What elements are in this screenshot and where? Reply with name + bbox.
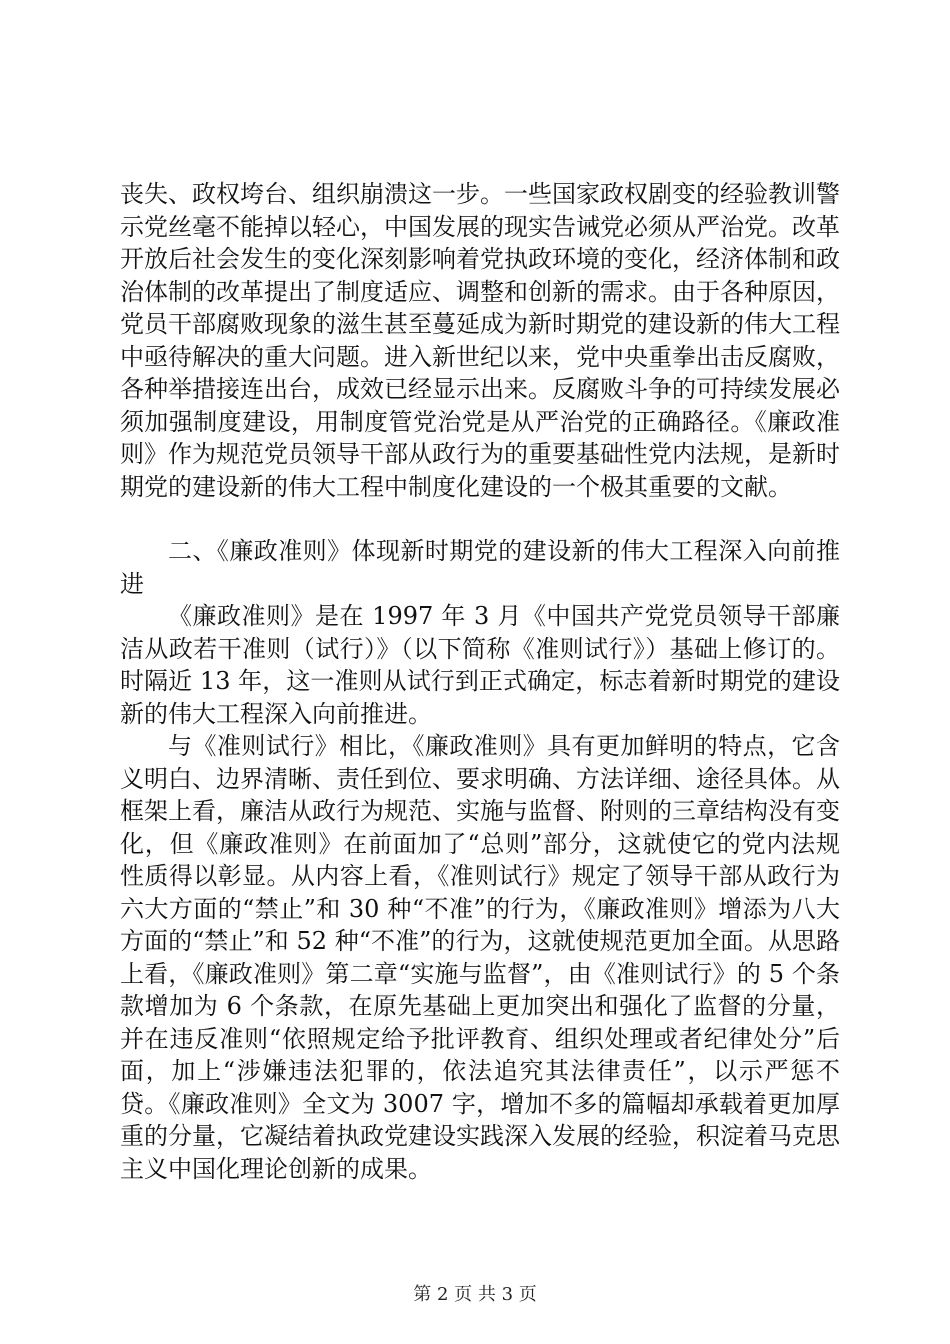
paragraph-continuation: 丧失、政权垮台、组织崩溃这一步。一些国家政权剧变的经验教训警示党丝毫不能掉以轻心，中国发展的现实告诫党必须从严治党。改革开放后社会发生的变化深刻影响着党执政环境的变化，经济体制和政治体制的改革提出了制度适应、调整和创新的需求。由于各种原因，党员干部腐败现象的滋生甚至蔓延成为新时期党的建设新的伟大工程中亟待解决的重大问题。进入新世纪以来，党中央重拳出击反腐败，各种举措接连出台，成效已经显示出来。反腐败斗争的可持续发展必须加强制度建设，用制度管党治党是从严治党的正确路径。《廉政准则》作为规范党员领导干部从政行为的重要基础性党内法规，是新时期党的建设新的伟大工程中制度化建设的一个极其重要的文献。	[120, 180, 840, 501]
document-body	[120, 178, 840, 1185]
section-heading: 二、《廉政准则》体现新时期党的建设新的伟大工程深入向前推进	[120, 537, 840, 598]
paragraph-gap	[120, 503, 840, 535]
paragraph-comparison: 与《准则试行》相比，《廉政准则》具有更加鲜明的特点，它含义明白、边界清晰、责任到位、要求明确、方法详细、途径具体。从框架上看，廉洁从政行为规范、实施与监督、附则的三章结构没有变化，但《廉政准则》在前面加了“总则”部分，这就使它的党内法规性质得以彰显。从内容上看，《准则试行》规定了领导干部从政行为六大方面的“禁止”和 30 种“不准”的行为，《廉政准则》增添为八大方面的“禁止”和 52 种“不准”的行为，这就使规范更加全面。从思路上看，《廉政准则》第二章“实施与监督”，由《准则试行》的 5 个条款增加为 6 个条款，在原先基础上更加突出和强化了监督的分量，并在违反准则“依照规定给予批评教育、组织处理或者纪律处分”后面，加上“涉嫌违法犯罪的，依法追究其法律责任”，以示严惩不贷。《廉政准则》全文为 3007 字，增加不多的篇幅却承载着更加厚重的分量，它凝结着执政党建设实践深入发展的经验，积淀着马克思主义中国化理论创新的成果。	[120, 732, 840, 1183]
paragraph-revision-history: 《廉政准则》是在 1997 年 3 月《中国共产党党员领导干部廉洁从政若干准则（试行）》（以下简称《准则试行》）基础上修订的。时隔近 13 年，这一准则从试行到正式确定，标志着新时期党的建设新的伟大工程深入向前推进。	[120, 602, 840, 728]
page-footer: 第 2 页 共 3 页	[413, 1284, 537, 1305]
